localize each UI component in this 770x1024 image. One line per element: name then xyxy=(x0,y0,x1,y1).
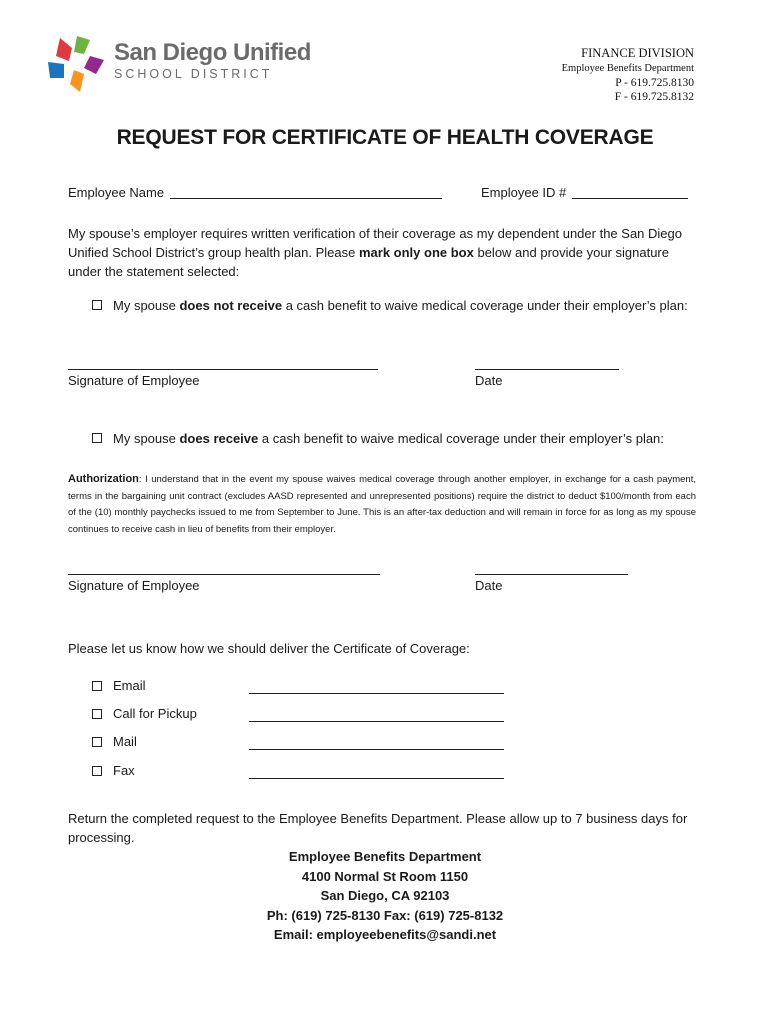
delivery-email-checkbox[interactable] xyxy=(92,681,102,691)
option-receive-checkbox[interactable] xyxy=(92,433,102,443)
date-label-1: Date xyxy=(475,373,503,388)
authorization-text: : I understand that in the event my spouse waives medical coverage through another employer, in exchange for a cash payment, terms in the bargaining unit contract (excludes AASD represented and unrepresented positions) require the district to deduct $100/month from each of the (10) monthly paychecks issued to me from September to June. This is an after-tax deduction and will remain in force for as long as my spouse continues to receive cash in lieu of benefits from their employer. xyxy=(68,474,696,535)
return-instructions: Return the completed request to the Employee Benefits Department. Please allow up to 7 business days for processing. xyxy=(68,811,688,845)
delivery-fax-field[interactable] xyxy=(249,778,504,779)
option2-post: a cash benefit to waive medical coverage under their employer’s plan: xyxy=(258,431,664,446)
contact-address: 4100 Normal St Room 1150 xyxy=(301,868,469,884)
contact-phones: Ph: (619) 725-8130 Fax: (619) 725-8132 xyxy=(266,907,504,923)
employee-name-field[interactable] xyxy=(170,198,442,199)
delivery-mail-checkbox[interactable] xyxy=(92,737,102,747)
date-label-2: Date xyxy=(475,578,503,593)
contact-city: San Diego, CA 92103 xyxy=(320,888,450,903)
signature-label-2: Signature of Employee xyxy=(68,578,200,593)
contact-block xyxy=(0,847,770,945)
delivery-prompt: Please let us know how we should deliver the Certificate of Coverage: xyxy=(68,641,470,656)
logo-subtitle: SCHOOL DISTRICT xyxy=(114,67,273,81)
contact-dept: Employee Benefits Department xyxy=(288,849,482,864)
intro-text-1: My spouse’s employer requires written verification of their coverage as my dependent under the San Diego Unified School District’s group health plan. Please xyxy=(68,226,682,260)
signature-line-2[interactable] xyxy=(68,574,380,575)
logo-wordmark xyxy=(114,40,311,81)
option-receive-text xyxy=(113,429,703,448)
option-not-receive-text xyxy=(113,296,698,315)
employee-name-label: Employee Name xyxy=(68,185,165,200)
page-title: REQUEST FOR CERTIFICATE OF HEALTH COVERAGE xyxy=(116,126,654,149)
department-name: Employee Benefits Department xyxy=(561,63,694,74)
contact-email: Email: employeebenefits@sandi.net xyxy=(273,927,497,942)
delivery-pickup-field[interactable] xyxy=(249,721,504,722)
employee-id-label: Employee ID # xyxy=(481,185,567,200)
phone-number: P - 619.725.8130 xyxy=(615,77,694,89)
district-logo-icon xyxy=(44,34,106,94)
option2-bold: does receive xyxy=(179,431,259,446)
delivery-pickup-label: Call for Pickup xyxy=(113,706,197,721)
option1-post: a cash benefit to waive medical coverage under their employer’s plan: xyxy=(282,298,688,313)
logo-name: San Diego Unified xyxy=(114,39,311,66)
signature-label-1: Signature of Employee xyxy=(68,373,200,388)
intro-bold: mark only one box xyxy=(358,245,474,260)
delivery-mail-label: Mail xyxy=(113,734,137,749)
date-line-1[interactable] xyxy=(475,369,619,370)
delivery-email-label: Email xyxy=(113,678,146,693)
option1-pre: My spouse xyxy=(113,298,180,313)
intro-text-2: below and provide your signature under the statement selected: xyxy=(68,245,669,279)
employee-id-field[interactable] xyxy=(572,198,688,199)
intro-paragraph xyxy=(68,224,696,281)
delivery-pickup-checkbox[interactable] xyxy=(92,709,102,719)
authorization-label: Authorization xyxy=(68,473,139,485)
division-name: FINANCE DIVISION xyxy=(581,46,694,60)
delivery-fax-label: Fax xyxy=(113,763,135,778)
authorization-paragraph xyxy=(68,471,696,538)
date-line-2[interactable] xyxy=(475,574,628,575)
option1-bold: does not receive xyxy=(179,298,283,313)
delivery-mail-field[interactable] xyxy=(249,749,504,750)
signature-line-1[interactable] xyxy=(68,369,378,370)
delivery-fax-checkbox[interactable] xyxy=(92,766,102,776)
option2-pre: My spouse xyxy=(113,431,180,446)
fax-number: F - 619.725.8132 xyxy=(614,91,694,103)
option-not-receive-checkbox[interactable] xyxy=(92,300,102,310)
delivery-email-field[interactable] xyxy=(249,693,504,694)
division-header xyxy=(562,46,694,104)
